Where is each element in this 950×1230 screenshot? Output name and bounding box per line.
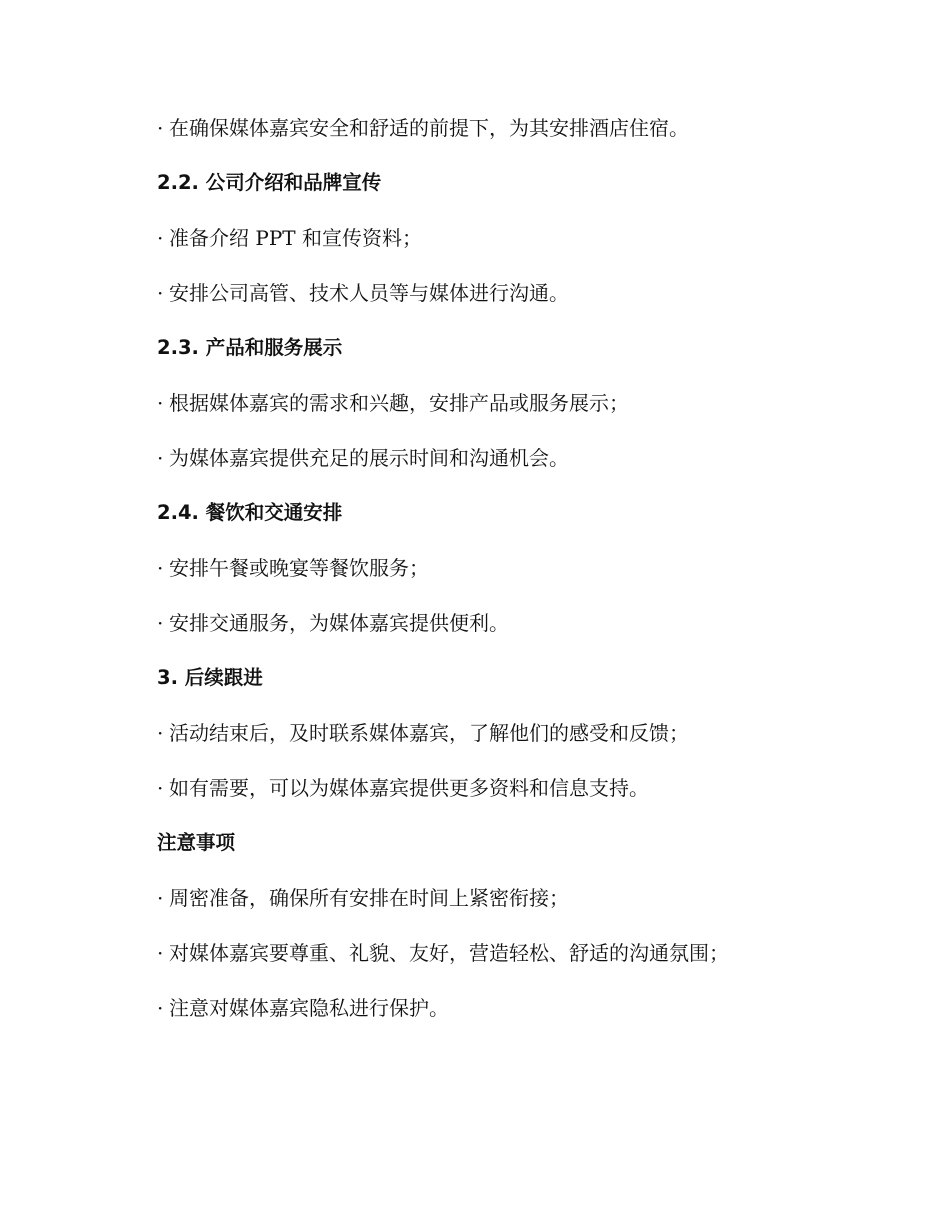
bullet: · — [157, 886, 164, 910]
bullet: · — [157, 611, 164, 635]
bullet: · — [157, 281, 164, 305]
section-heading-2-3: 2.3. 产品和服务展示 — [157, 336, 343, 359]
list-item-text: 准备介绍 PPT 和宣传资料； — [169, 226, 422, 250]
list-item — [157, 935, 837, 990]
list-item — [157, 440, 837, 495]
list-item-text: 活动结束后，及时联系媒体嘉宾，了解他们的感受和反馈； — [169, 721, 689, 745]
list-item — [157, 770, 837, 825]
list-item — [157, 550, 837, 605]
list-item — [157, 715, 837, 770]
bullet: · — [157, 116, 164, 140]
list-item — [157, 605, 837, 660]
bullet: · — [157, 996, 164, 1020]
list-item-text: 安排公司高管、技术人员等与媒体进行沟通。 — [169, 281, 569, 305]
list-item — [157, 880, 837, 935]
list-item — [157, 385, 837, 440]
bullet: · — [157, 391, 164, 415]
bullet: · — [157, 556, 164, 580]
list-item-text: 如有需要，可以为媒体嘉宾提供更多资料和信息支持。 — [169, 776, 649, 800]
list-item-text: 注意对媒体嘉宾隐私进行保护。 — [169, 996, 449, 1020]
bullet: · — [157, 941, 164, 965]
list-item-text: 根据媒体嘉宾的需求和兴趣，安排产品或服务展示； — [169, 391, 629, 415]
list-item — [157, 220, 837, 275]
list-item — [157, 275, 837, 330]
list-item-text: 在确保媒体嘉宾安全和舒适的前提下，为其安排酒店住宿。 — [169, 116, 689, 140]
bullet: · — [157, 226, 164, 250]
list-item — [157, 110, 837, 165]
section-heading-3: 3. 后续跟进 — [157, 666, 263, 689]
list-item-text: 安排交通服务，为媒体嘉宾提供便利。 — [169, 611, 509, 635]
list-item-text: 安排午餐或晚宴等餐饮服务； — [169, 556, 429, 580]
list-item-text: 周密准备，确保所有安排在时间上紧密衔接； — [169, 886, 569, 910]
bullet: · — [157, 776, 164, 800]
list-item — [157, 990, 837, 1045]
list-item-text: 为媒体嘉宾提供充足的展示时间和沟通机会。 — [169, 446, 569, 470]
document-body — [157, 110, 837, 1045]
list-item-text: 对媒体嘉宾要尊重、礼貌、友好，营造轻松、舒适的沟通氛围； — [169, 941, 729, 965]
section-heading-2-2: 2.2. 公司介绍和品牌宣传 — [157, 171, 382, 194]
section-heading-notes: 注意事项 — [157, 831, 236, 854]
bullet: · — [157, 721, 164, 745]
bullet: · — [157, 446, 164, 470]
section-heading-2-4: 2.4. 餐饮和交通安排 — [157, 501, 343, 524]
